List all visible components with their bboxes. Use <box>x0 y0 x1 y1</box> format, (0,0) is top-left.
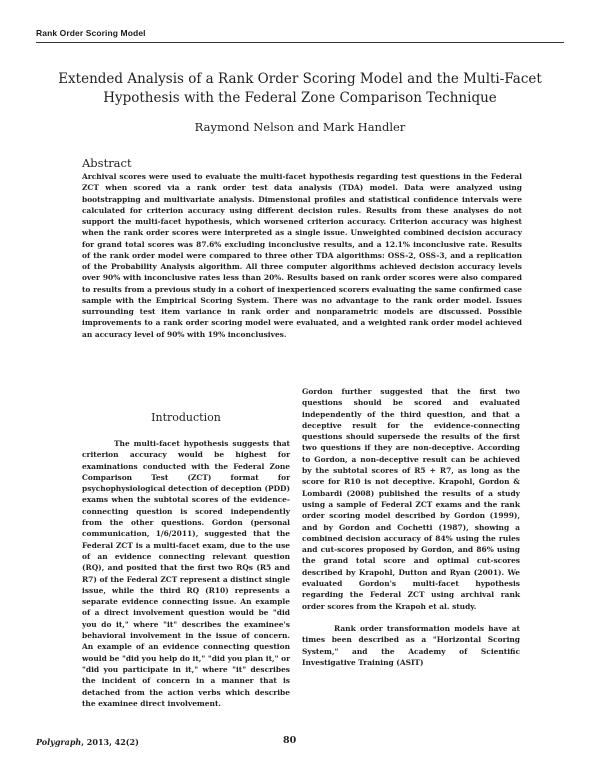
header-rule <box>36 42 564 43</box>
footer-citation <box>36 737 139 747</box>
author-list: Raymond Nelson and Mark Handler <box>194 120 406 134</box>
abstract-body: Archival scores were used to evaluate the multi-facet hypothesis regarding test questions in the Federal ZCT when scored via a rank order test data analysis (TDA) model. Data were analyzed using bootstrapping and multivariate analysis. Dimensional profiles and statistical confidence intervals were calculated for criterion accuracy using different decision rules. Results from these analyses do not support the multi-facet hypothesis, which worsened criterion accuracy. Criterion accuracy was highest when the rank order scores were interpreted as a single issue. Unweighted combined decision accuracy for grand total scores was 87.6% excluding inconclusive results, and a 12.1% inconclusive rate. Results of the rank order model were compared to three other TDA algorithms: OSS-2, OSS-3, and a replication of the Probability Analysis algorithm. All three computer algorithms achieved decision accuracy levels over 90% with inconclusive rates less than 20%. Results based on rank order scores were also compared to results from a previous study in a cohort of inexperienced scorers evaluating the same confirmed case sample with the Empirical Scoring System. There was no advantage to the rank order model. Issues surrounding test item variance in rank order and nonparametric models are discussed. Possible improvements to a rank order scoring model were evaluated, and a weighted rank order model achieved an accuracy level of 90% with 19% inconclusives. <box>82 172 522 339</box>
abstract-heading: Abstract <box>82 156 132 170</box>
intro-paragraph-2: Gordon further suggested that the first two questions should be scored and evaluated independently of the third question, and that a deceptive result for the evidence-connecting questions should supersede the results of the first two questions if they are non-deceptive. According to Gordon, a non-deceptive result can be achieved by the subtotal scores of R5 + R7, as long as the score for R10 is not deceptive. Krapohl, Gordon & Lombardi (2008) published the results of a study using a sample of Federal ZCT exams and the rank order scoring model described by Gordon (1999), and by Gordon and Cochetti (1987), showing a combined decision accuracy of 84% using the rules and cut-scores proposed by Gordon, and 86% using the grand total score and optimal cut-scores described by Krapohl, Dutton and Ryan (2001). We evaluated Gordon's multi-facet hypothesis regarding the Federal ZCT using archival rank order scores from the Krapoh et al. study. <box>302 387 520 611</box>
footer-volume: , 2013, 42(2) <box>81 737 139 747</box>
footer-journal-name: Polygraph <box>36 737 82 747</box>
left-column <box>82 412 290 709</box>
page-number: 80 <box>283 735 297 746</box>
running-head: Rank Order Scoring Model <box>36 28 146 38</box>
intro-paragraph-1: The multi-facet hypothesis suggests that criterion accuracy would be highest for examinations conducted with the Federal Zone Comparison Test (ZCT) format for psychophysiological detection of deception (PDD) exams when the subtotal scores of the evidence-connecting question is scored independently from the other questions. Gordon (personal communication, 1/6/2011), suggested that the Federal ZCT is a multi-facet exam, due to the use of an evidence connecting relevant question (RQ), and posited that the first two RQs (R5 and R7) of the Federal ZCT represent a distinct single issue, while the third RQ (R10) represents a separate evidence connecting issue. An example of a direct involvement question would be "did you do it," where "it" describes the examinee's behavioral involvement in the issue of concern. An example of an evidence connecting question would be "did you help do it," "did you plan it," or "did you participate in it," where "it" describes the incident of concern in a manner that is detached from the action verbs which describe the examinee direct involvement. <box>82 439 290 708</box>
right-column <box>302 386 520 668</box>
introduction-heading: Introduction <box>151 411 221 424</box>
intro-paragraph-3: Rank order transformation models have at times been described as a "Horizontal Scoring System," and the Academy of Scientific Investigative Training (ASIT) <box>302 623 520 667</box>
paper-title: Extended Analysis of a Rank Order Scoring Model and the Multi-Facet Hypothesis with the Federal Zone Comparison Technique <box>58 71 542 106</box>
